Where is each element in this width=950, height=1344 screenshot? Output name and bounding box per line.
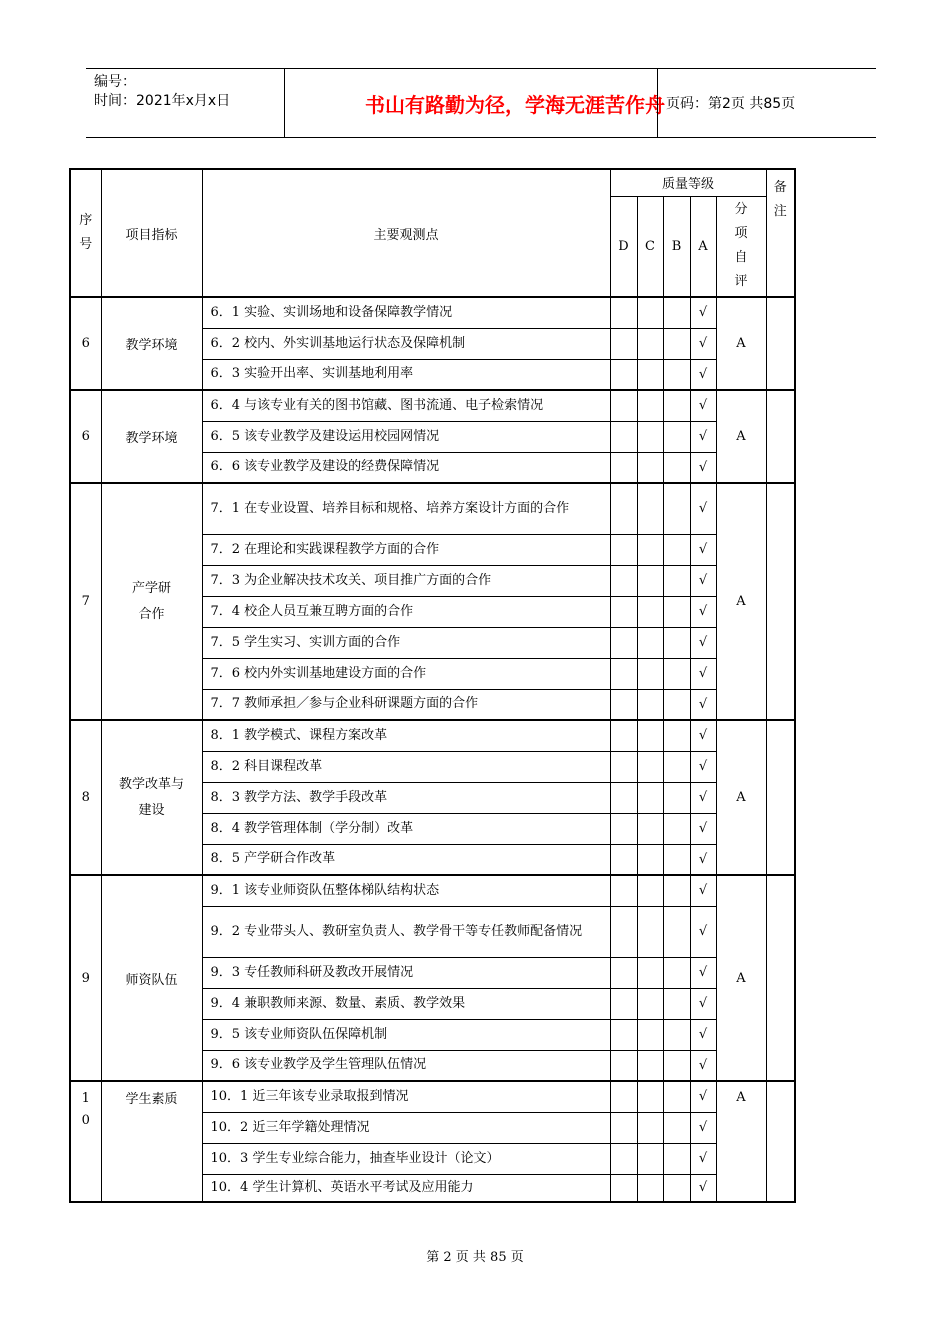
point-cell: 7．2 在理论和实践课程教学方面的合作: [202, 534, 610, 565]
check-mark: √: [690, 782, 716, 813]
check-mark: √: [690, 1112, 716, 1143]
grade-a-header: A: [690, 196, 716, 297]
check-mark: √: [690, 658, 716, 689]
point-cell: 10．2 近三年学籍处理情况: [202, 1112, 610, 1143]
note-cell: [766, 297, 795, 390]
check-mark: √: [690, 957, 716, 988]
index-cell: 产学研 合作: [101, 483, 202, 720]
page-info: 页码：第2页 共85页: [666, 96, 796, 112]
page-header: [86, 68, 876, 138]
seq-cell: 6: [70, 390, 101, 483]
table-row: [70, 720, 795, 751]
point-cell: 6．6 该专业教学及建设的经费保障情况: [202, 452, 610, 483]
index-cell: 教学环境: [101, 390, 202, 483]
check-mark: √: [690, 452, 716, 483]
check-mark: √: [690, 875, 716, 906]
point-cell: 10．1 近三年该专业录取报到情况: [202, 1081, 610, 1112]
time-label: 时间：2021年x月x日: [94, 93, 231, 109]
index-cell: 师资队伍: [101, 875, 202, 1081]
point-cell: 8．4 教学管理体制（学分制）改革: [202, 813, 610, 844]
index-cell: 教学环境: [101, 297, 202, 390]
self-grade-cell: A: [716, 297, 766, 390]
point-cell: 9．4 兼职教师来源、数量、素质、教学效果: [202, 988, 610, 1019]
check-mark: √: [690, 689, 716, 720]
col-note-header: 备 注: [766, 169, 795, 297]
table-row: [70, 390, 795, 421]
point-cell: 9．1 该专业师资队伍整体梯队结构状态: [202, 875, 610, 906]
page-footer: 第 2 页 共 85 页: [426, 1250, 524, 1265]
point-cell: 8．3 教学方法、教学手段改革: [202, 782, 610, 813]
check-mark: √: [690, 328, 716, 359]
point-cell: 7．6 校内外实训基地建设方面的合作: [202, 658, 610, 689]
evaluation-table: [69, 168, 796, 1203]
check-mark: √: [690, 534, 716, 565]
point-cell: 9．5 该专业师资队伍保障机制: [202, 1019, 610, 1050]
note-cell: [766, 483, 795, 720]
seq-cell: 9: [70, 875, 101, 1081]
grade-c-header: C: [637, 196, 663, 297]
point-cell: 10．4 学生计算机、英语水平考试及应用能力: [202, 1174, 610, 1202]
check-mark: √: [690, 1050, 716, 1081]
col-points-header: 主要观测点: [202, 169, 610, 297]
col-seq-header: 序 号: [70, 169, 101, 297]
check-mark: √: [690, 751, 716, 782]
seq-cell: 6: [70, 297, 101, 390]
index-cell: 学生素质: [101, 1081, 202, 1202]
col-quality-header: 质量等级: [610, 169, 766, 196]
point-cell: 9．6 该专业教学及学生管理队伍情况: [202, 1050, 610, 1081]
check-mark: √: [690, 421, 716, 452]
point-cell: 10．3 学生专业综合能力，抽查毕业设计（论文）: [202, 1143, 610, 1174]
self-grade-cell: A: [716, 390, 766, 483]
check-mark: √: [690, 720, 716, 751]
table-row: [70, 483, 795, 534]
point-cell: 7．7 教师承担／参与企业科研课题方面的合作: [202, 689, 610, 720]
point-cell: 7．1 在专业设置、培养目标和规格、培养方案设计方面的合作: [202, 483, 610, 534]
table-row: [70, 297, 795, 328]
table-row: [70, 1081, 795, 1112]
point-cell: 8．5 产学研合作改革: [202, 844, 610, 875]
check-mark: √: [690, 596, 716, 627]
note-cell: [766, 875, 795, 1081]
point-cell: 6．2 校内、外实训基地运行状态及保障机制: [202, 328, 610, 359]
point-cell: 9．3 专任教师科研及教改开展情况: [202, 957, 610, 988]
check-mark: √: [690, 1019, 716, 1050]
seq-cell: 7: [70, 483, 101, 720]
point-cell: 6．1 实验、实训场地和设备保障教学情况: [202, 297, 610, 328]
check-mark: √: [690, 297, 716, 328]
col-index-header: 项目指标: [101, 169, 202, 297]
seq-cell: 1 0: [70, 1081, 101, 1202]
point-cell: 6．5 该专业教学及建设运用校园网情况: [202, 421, 610, 452]
point-cell: 8．2 科目课程改革: [202, 751, 610, 782]
note-cell: [766, 1081, 795, 1202]
index-cell: 教学改革与 建设: [101, 720, 202, 875]
check-mark: √: [690, 1174, 716, 1202]
table-row: [70, 875, 795, 906]
check-mark: √: [690, 390, 716, 421]
check-mark: √: [690, 627, 716, 658]
check-mark: √: [690, 813, 716, 844]
number-label: 编号：: [94, 74, 136, 90]
grade-d-header: D: [610, 196, 637, 297]
seq-cell: 8: [70, 720, 101, 875]
point-cell: 7．5 学生实习、实训方面的合作: [202, 627, 610, 658]
check-mark: √: [690, 844, 716, 875]
check-mark: √: [690, 1081, 716, 1112]
header-left: [94, 73, 284, 111]
col-self-header: 分 项 自 评: [716, 196, 766, 297]
check-mark: √: [690, 483, 716, 534]
note-cell: [766, 390, 795, 483]
point-cell: 6．4 与该专业有关的图书馆藏、图书流通、电子检索情况: [202, 390, 610, 421]
check-mark: √: [690, 565, 716, 596]
self-grade-cell: A: [716, 483, 766, 720]
check-mark: √: [690, 359, 716, 390]
point-cell: 6．3 实验开出率、实训基地利用率: [202, 359, 610, 390]
self-grade-cell: A: [716, 1081, 766, 1202]
self-grade-cell: A: [716, 720, 766, 875]
note-cell: [766, 720, 795, 875]
check-mark: √: [690, 1143, 716, 1174]
point-cell: 8．1 教学模式、课程方案改革: [202, 720, 610, 751]
check-mark: √: [690, 906, 716, 957]
point-cell: 7．3 为企业解决技术攻关、项目推广方面的合作: [202, 565, 610, 596]
point-cell: 9．2 专业带头人、教研室负责人、教学骨干等专任教师配备情况: [202, 906, 610, 957]
motto: 书山有路勤为径，学海无涯苦作舟: [365, 92, 665, 117]
self-grade-cell: A: [716, 875, 766, 1081]
grade-b-header: B: [663, 196, 690, 297]
point-cell: 7．4 校企人员互兼互聘方面的合作: [202, 596, 610, 627]
check-mark: √: [690, 988, 716, 1019]
